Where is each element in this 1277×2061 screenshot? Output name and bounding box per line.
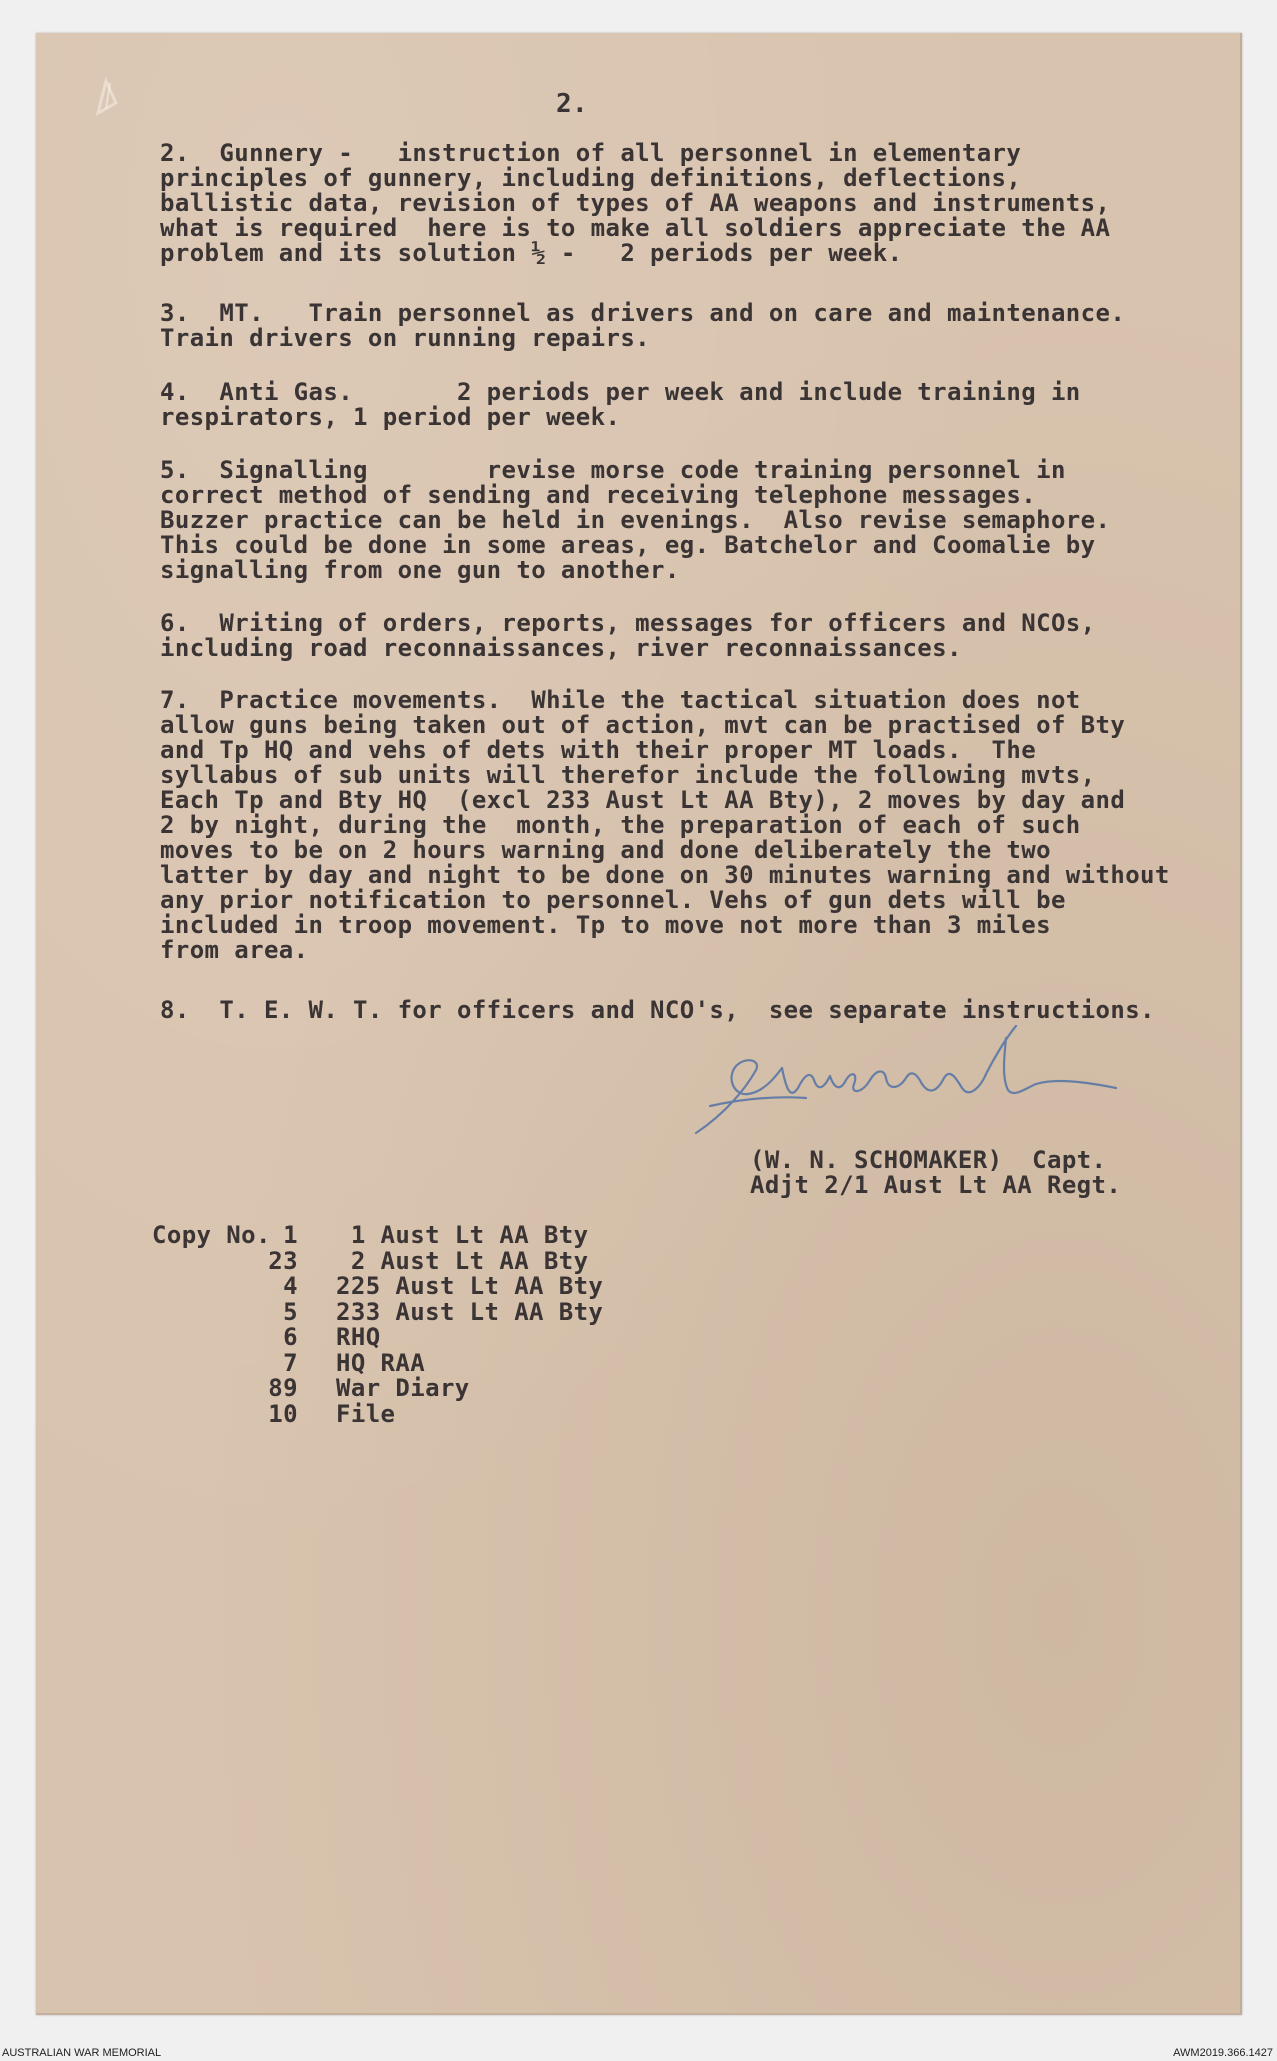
distribution-row	[258, 1246, 603, 1275]
paragraph-line: what is required here is to make all soldiers appreciate the AA	[160, 214, 1111, 242]
paragraph-line: from area.	[160, 936, 309, 964]
paragraph-writing-of-orders	[160, 611, 1200, 661]
paragraph-mt	[160, 301, 1200, 351]
paragraph-line: 7. Practice movements. While the tactical situation does not	[160, 686, 1081, 714]
paper-crease-mark	[76, 73, 146, 143]
copy-recipient: War Diary	[336, 1374, 470, 1402]
copy-number: 23	[268, 1246, 298, 1275]
copy-number: 6	[283, 1323, 298, 1351]
distribution-copies	[258, 1223, 603, 1427]
distribution-row	[258, 1376, 603, 1402]
paragraph-line: moves to be on 2 hours warning and done deliberately the two	[160, 836, 1051, 864]
copy-number: 4	[283, 1272, 298, 1300]
paragraph-line: 6. Writing of orders, reports, messages for officers and NCOs,	[160, 609, 1096, 637]
accession-number: AWM2019.366.1427	[1173, 2047, 1273, 2059]
signature-block	[750, 1148, 1121, 1198]
paragraph-line: Train drivers on running repairs.	[160, 324, 651, 352]
copy-recipient: File	[336, 1399, 396, 1428]
paragraph-line: Each Tp and Bty HQ (excl 233 Aust Lt AA Bty), 2 moves by day and	[160, 786, 1126, 814]
paragraph-line: and Tp HQ and vehs of dets with their proper MT loads. The	[160, 736, 1037, 764]
paragraph-line: allow guns being taken out of action, mvt can be practised of Bty	[160, 711, 1126, 739]
paragraph-line: 2 by night, during the month, the preparation of each of such	[160, 811, 1081, 839]
paragraph-line: 4. Anti Gas. 2 periods per week and include training in	[160, 378, 1081, 406]
paragraph-line: principles of gunnery, including definitions, deflections,	[160, 164, 1022, 192]
copy-number: 5	[283, 1297, 298, 1326]
copy-number: 1	[283, 1221, 298, 1249]
copy-recipient: 1 Aust Lt AA Bty	[336, 1221, 589, 1249]
paragraph-line: 5. Signalling revise morse code training personnel in	[160, 456, 1066, 484]
paragraph-gunnery	[160, 141, 1200, 266]
page-number: 2.	[556, 89, 589, 119]
paragraph-line: syllabus of sub units will therefor include the following mvts,	[160, 761, 1096, 789]
copy-recipient: 233 Aust Lt AA Bty	[336, 1297, 604, 1326]
signer-name: (W. N. SCHOMAKER) Capt.	[750, 1146, 1107, 1174]
archive-credit: AUSTRALIAN WAR MEMORIAL	[2, 2047, 162, 2059]
paragraph-practice-movements	[160, 688, 1200, 963]
distribution-row	[258, 1325, 603, 1351]
paragraph-anti-gas	[160, 380, 1200, 430]
paragraph-line: any prior notification to personnel. Vehs of gun dets will be	[160, 886, 1066, 914]
copy-recipient: 2 Aust Lt AA Bty	[336, 1246, 589, 1275]
handwritten-signature	[686, 1018, 1126, 1148]
paragraph-line: respirators, 1 period per week.	[160, 403, 621, 431]
copy-recipient: RHQ	[336, 1323, 381, 1351]
paragraph-line: 3. MT. Train personnel as drivers and on care and maintenance.	[160, 299, 1126, 327]
copy-number: 10	[268, 1399, 298, 1428]
paragraph-line: signalling from one gun to another.	[160, 556, 680, 584]
distribution-row	[258, 1348, 603, 1377]
distribution-row	[258, 1297, 604, 1326]
paragraph-line: Buzzer practice can be held in evenings. Also revise semaphore.	[160, 506, 1111, 534]
paragraph-line: 8. T. E. W. T. for officers and NCO's, see separate instructions.	[160, 996, 1155, 1024]
distribution-row	[258, 1223, 603, 1249]
signer-appointment: Adjt 2/1 Aust Lt AA Regt.	[750, 1171, 1122, 1199]
document-page	[36, 33, 1242, 2015]
paragraph-line: correct method of sending and receiving telephone messages.	[160, 481, 1037, 509]
copy-number: 7	[283, 1348, 298, 1377]
paragraph-line: including road reconnaissances, river reconnaissances.	[160, 634, 962, 662]
distribution-row	[258, 1399, 603, 1428]
paragraph-line: ballistic data, revision of types of AA weapons and instruments,	[160, 189, 1111, 217]
paragraph-signalling	[160, 458, 1200, 583]
paragraph-line: problem and its solution ½ - 2 periods per week.	[160, 239, 903, 267]
copy-number: 89	[268, 1374, 298, 1402]
distribution-row	[258, 1274, 603, 1300]
paragraph-line: This could be done in some areas, eg. Batchelor and Coomalie by	[160, 531, 1096, 559]
paragraph-line: 2. Gunnery - instruction of all personnel in elementary	[160, 139, 1022, 167]
distribution-label: Copy No.	[152, 1221, 271, 1249]
paragraph-line: latter by day and night to be done on 30 minutes warning and without	[160, 861, 1170, 889]
copy-recipient: HQ RAA	[336, 1348, 426, 1377]
paragraph-line: included in troop movement. Tp to move not more than 3 miles	[160, 911, 1051, 939]
copy-recipient: 225 Aust Lt AA Bty	[336, 1272, 604, 1300]
